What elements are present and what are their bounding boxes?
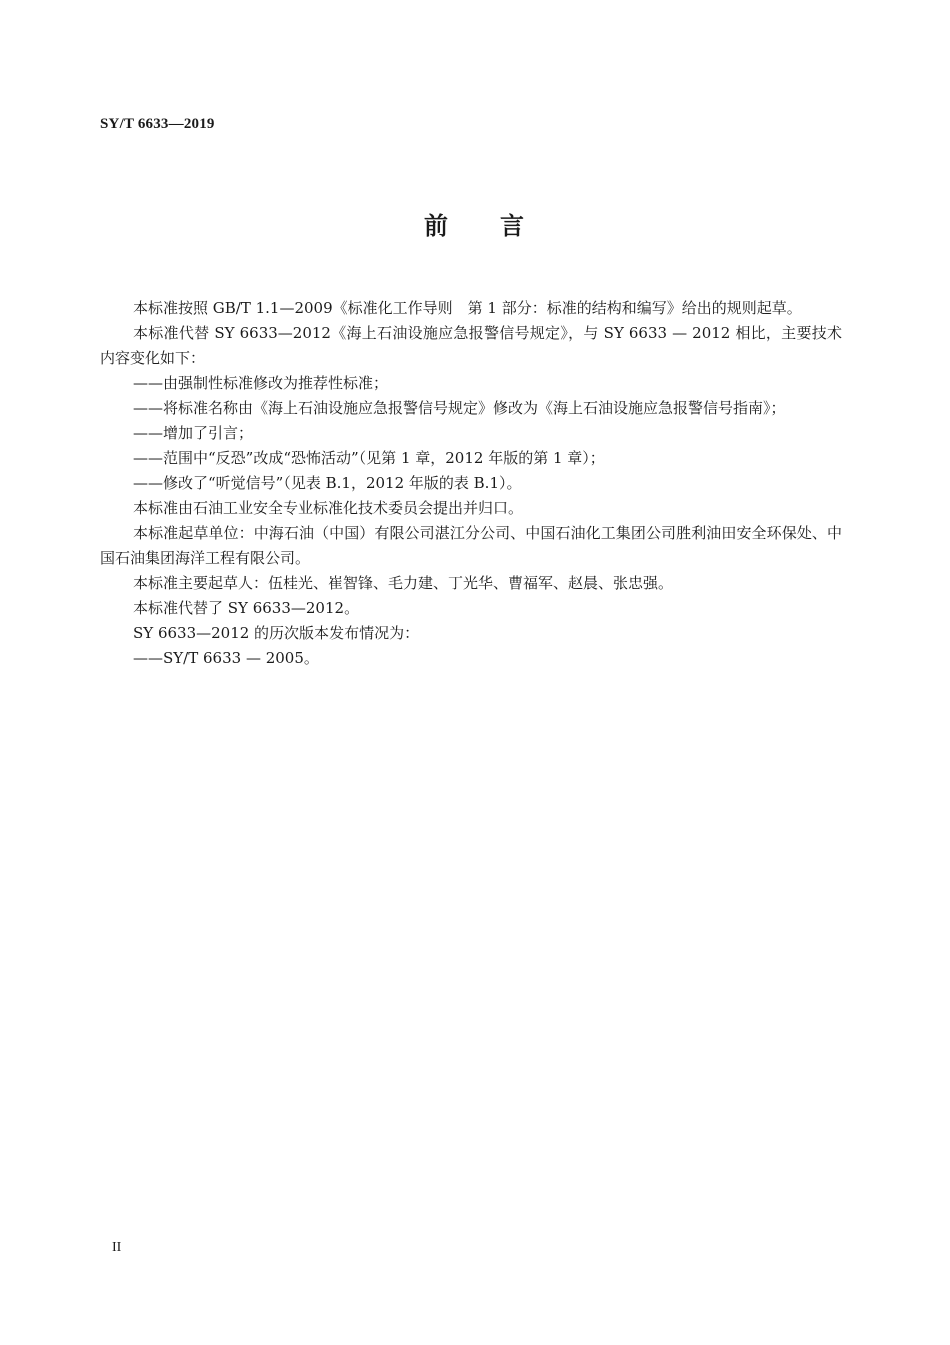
change-item: ——由强制性标准修改为推荐性标准； [133,374,389,392]
change-item: ——修改了“听觉信号”（见表 B.1，2012 年版的表 B.1）。 [133,474,522,492]
paragraph-proposer: 本标准由石油工业安全专业标准化技术委员会提出并归口。 [133,499,524,517]
change-item: ——范围中“反恐”改成“恐怖活动”（见第 1 章，2012 年版的第 1 章）； [133,449,605,467]
paragraph-drafting-rules: 本标准按照 GB/T 1.1—2009《标准化工作导则 第 1 部分：标准的结构和编写》给出的规则起草。 [133,299,802,317]
page-number: II [112,1240,122,1255]
history-item: ——SY/T 6633 — 2005。 [133,649,319,667]
page-title [0,206,950,241]
paragraph-supersedes: 本标准代替了 SY 6633—2012。 [133,599,360,617]
foreword-body [100,296,842,671]
title-char-2: 言 [500,212,526,240]
paragraph-history-intro: SY 6633—2012 的历次版本发布情况为： [133,624,420,642]
change-item: ——将标准名称由《海上石油设施应急报警信号规定》修改为《海上石油设施应急报警信号指南》； [133,399,786,417]
paragraph-drafters: 本标准主要起草人：伍桂光、崔智锋、毛力建、丁光华、曹福军、赵晨、张忠强。 [133,574,674,592]
paragraph-replacement: 本标准代替 SY 6633—2012《海上石油设施应急报警信号规定》，与 SY 6633 — 2012 相比，主要技术内容变化如下： [100,324,842,367]
paragraph-drafting-units: 本标准起草单位：中海石油（中国）有限公司湛江分公司、中国石油化工集团公司胜利油田安全环保处、中国石油集团海洋工程有限公司。 [100,524,842,567]
standard-code: SY/T 6633—2019 [100,116,215,132]
change-item: ——增加了引言； [133,424,254,442]
title-char-1: 前 [424,212,450,240]
